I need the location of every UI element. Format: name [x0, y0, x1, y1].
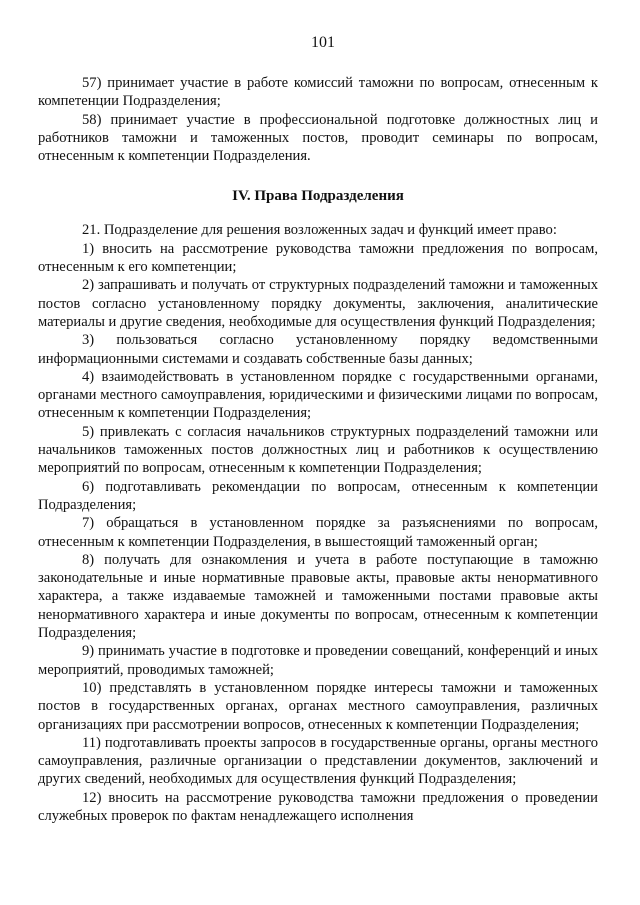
- right-item-10: 10) представлять в установленном порядке интересы таможни и таможенных постов в государственных органах, органах местного самоуправления, различных организациях при рассмотрении вопросов, отнесенных к компетенции Подразделения;: [38, 679, 598, 733]
- page-number: 101: [311, 34, 335, 51]
- section-heading: IV. Права Подразделения: [232, 188, 404, 205]
- right-item-8: 8) получать для ознакомления и учета в работе поступающие в таможню законодательные и иные нормативные правовые акты, правовые акты ненормативного характера, а также издаваемые таможней и таможенными постами правовые акты ненормативного характера и иные документы по вопросам, отнесенным к компетенции Подразделения;: [38, 551, 598, 642]
- paragraph-item-58: 58) принимает участие в профессиональной подготовке должностных лиц и работников таможни и таможенных постов, проводит семинары по вопросам, отнесенным к компетенции Подразделения.: [38, 111, 598, 165]
- right-item-6: 6) подготавливать рекомендации по вопросам, отнесенным к компетенции Подразделения;: [38, 478, 598, 513]
- right-item-9: 9) принимать участие в подготовке и проведении совещаний, конференций и иных мероприятий, проводимых таможней;: [38, 643, 598, 678]
- paragraph-item-57: 57) принимает участие в работе комиссий таможни по вопросам, отнесенным к компетенции Подразделения;: [38, 75, 598, 110]
- right-item-5: 5) привлекать с согласия начальников структурных подразделений таможни или начальников таможенных постов должностных лиц и работников к осуществлению мероприятий по вопросам, отнесенным к компетенции Подразделения;: [38, 423, 598, 477]
- right-item-2: 2) запрашивать и получать от структурных подразделений таможни и таможенных постов согласно установленному порядку документы, заключения, аналитические материалы и другие сведения, необходимые для осуществления функций Подразделения;: [38, 277, 598, 330]
- clause-21-intro: 21. Подразделение для решения возложенных задач и функций имеет право:: [82, 222, 557, 239]
- right-item-3: 3) пользоваться согласно установленному порядку ведомственными информационными системами и создавать собственные базы данных;: [38, 332, 598, 367]
- right-item-4: 4) взаимодействовать в установленном порядке с государственными органами, органами местного самоуправления, юридическими и физическими лицами по вопросам, отнесенным к компетенции Подразделения;: [38, 368, 598, 422]
- right-item-1: 1) вносить на рассмотрение руководства таможни предложения по вопросам, отнесенным к его компетенции;: [38, 240, 598, 276]
- right-item-11: 11) подготавливать проекты запросов в государственные органы, органы местного самоуправления, различные организации о представлении документов, заключений и других сведений, необходимых для осуществления функций Подразделения;: [38, 734, 598, 788]
- right-item-7: 7) обращаться в установленном порядке за разъяснениями по вопросам, отнесенным к компетенции Подразделения, в вышестоящий таможенный орган;: [38, 515, 598, 550]
- right-item-12: 12) вносить на рассмотрение руководства таможни предложения о проведении служебных проверок по фактам ненадлежащего исполнения: [38, 789, 598, 824]
